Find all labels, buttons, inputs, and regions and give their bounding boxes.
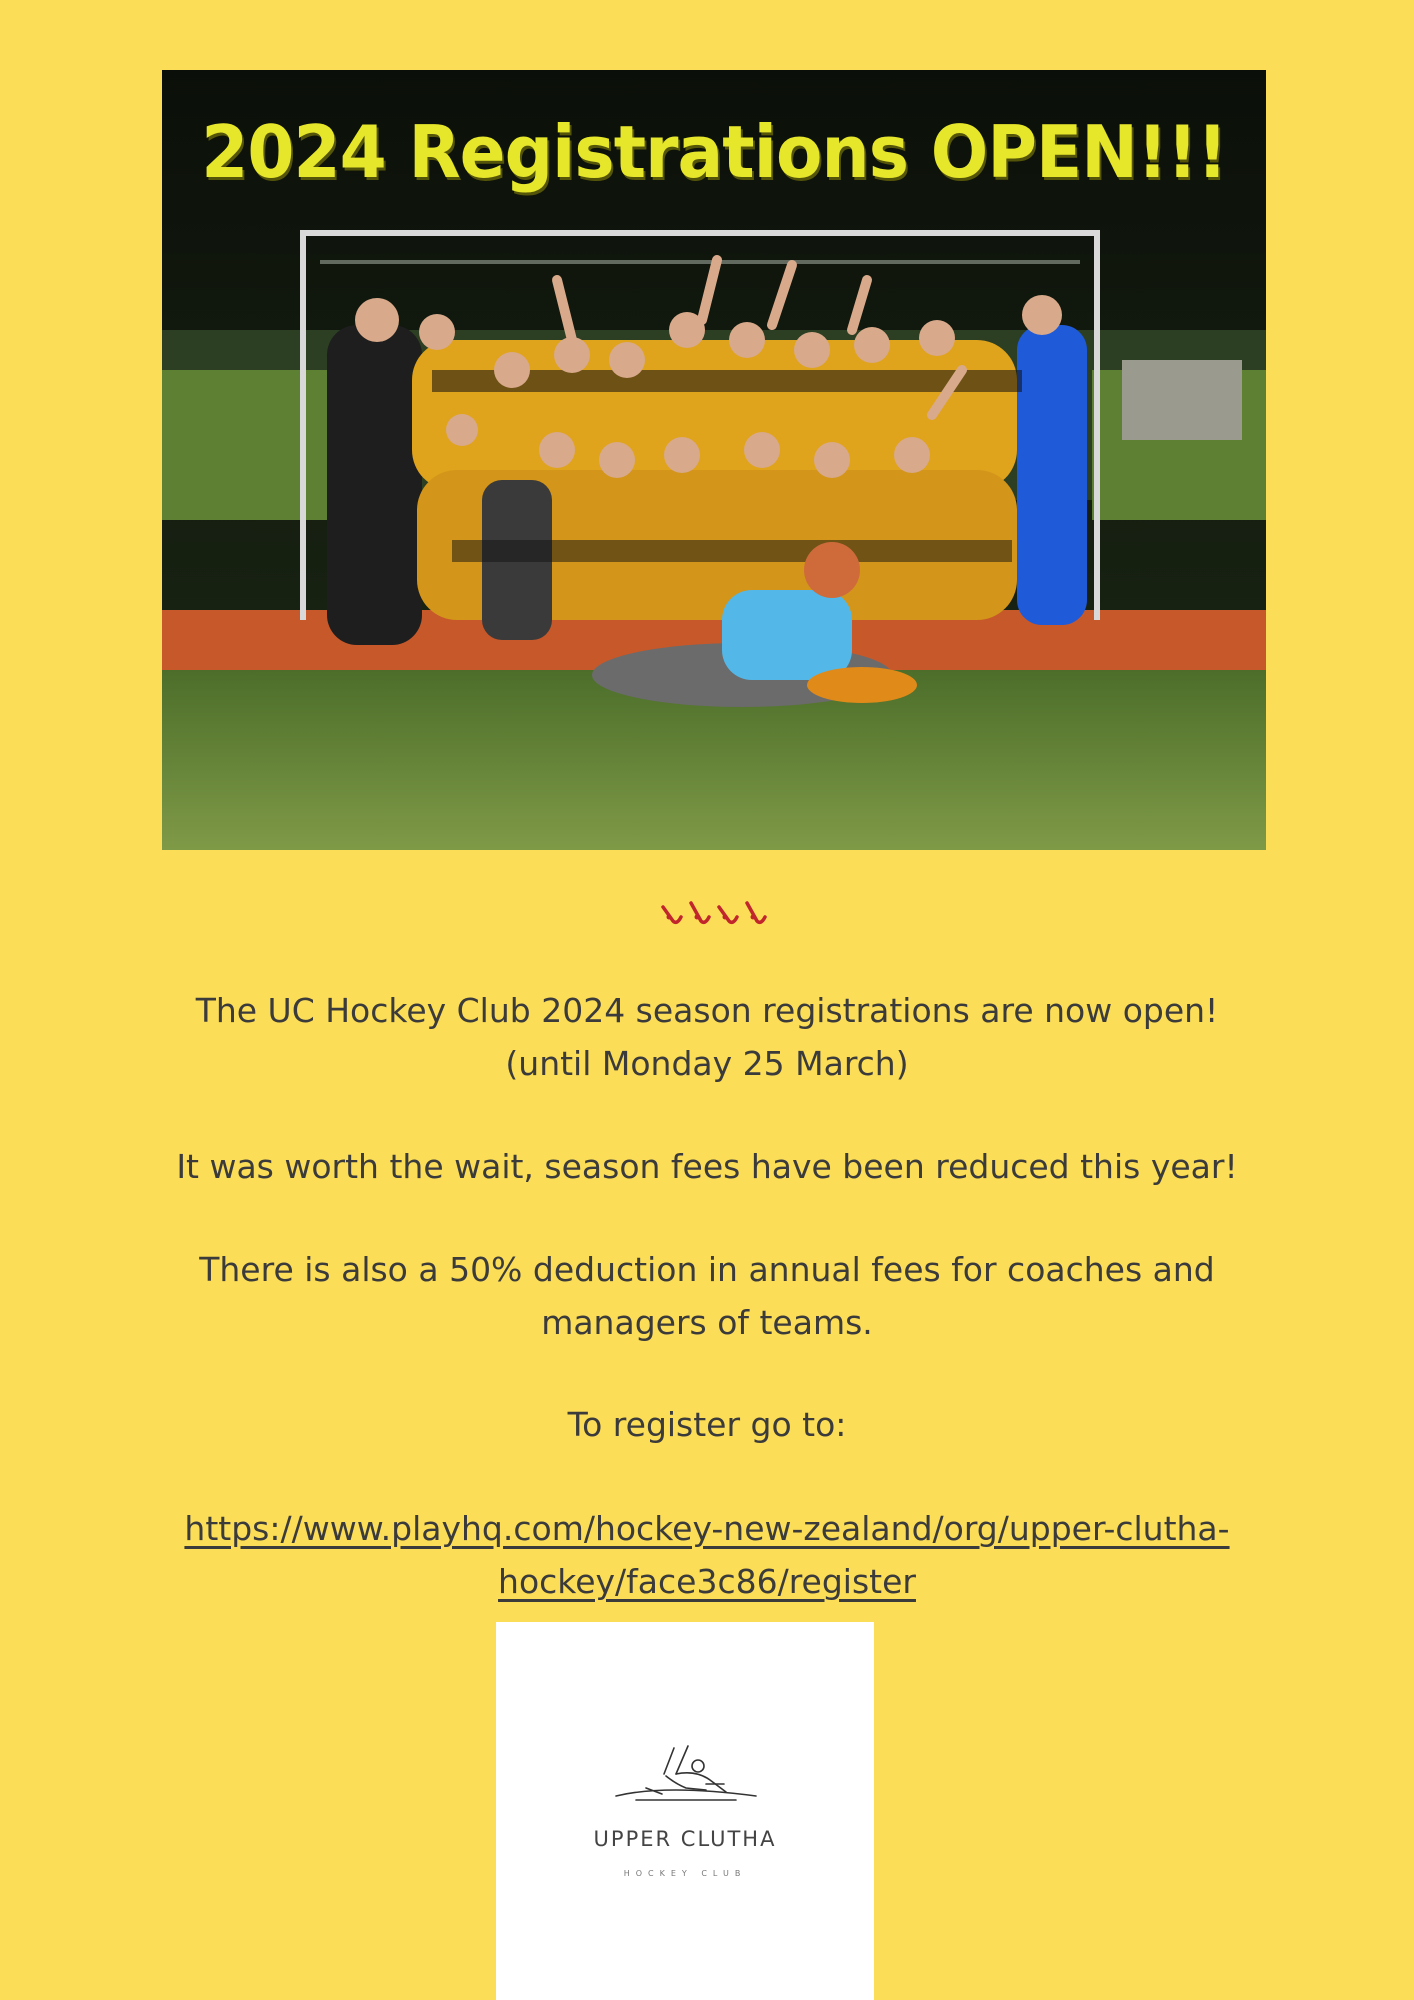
club-logo-name: UPPER CLUTHA bbox=[593, 1827, 777, 1851]
intro-deadline: (until Monday 25 March) bbox=[505, 1044, 909, 1083]
team-photo bbox=[162, 70, 1266, 850]
hockey-sticks-icon bbox=[655, 895, 775, 927]
register-prompt bbox=[100, 1398, 1314, 1451]
register-link-line-2[interactable]: hockey/face3c86/register bbox=[498, 1562, 916, 1601]
club-logo-subtitle: HOCKEY CLUB bbox=[623, 1869, 747, 1878]
fees-reduced-line: It was worth the wait, season fees have been reduced this year! bbox=[176, 1147, 1238, 1186]
club-logo bbox=[496, 1622, 874, 2000]
coach-discount-text bbox=[100, 1243, 1314, 1349]
hero-title: 2024 Registrations OPEN!!! bbox=[201, 110, 1227, 194]
intro-text bbox=[100, 984, 1314, 1090]
hockey-player-logo-icon bbox=[606, 1744, 766, 1814]
coach-discount-line-2: managers of teams. bbox=[541, 1303, 873, 1342]
coach-discount-line: There is also a 50% deduction in annual fees for coaches and bbox=[199, 1250, 1215, 1289]
fees-reduced-text bbox=[100, 1140, 1314, 1193]
register-link[interactable] bbox=[100, 1502, 1314, 1608]
register-link-line-1[interactable]: https://www.playhq.com/hockey-new-zealand/org/upper-clutha- bbox=[184, 1509, 1230, 1548]
register-prompt-line: To register go to: bbox=[567, 1405, 847, 1444]
intro-line: The UC Hockey Club 2024 season registrations are now open! bbox=[195, 991, 1219, 1030]
